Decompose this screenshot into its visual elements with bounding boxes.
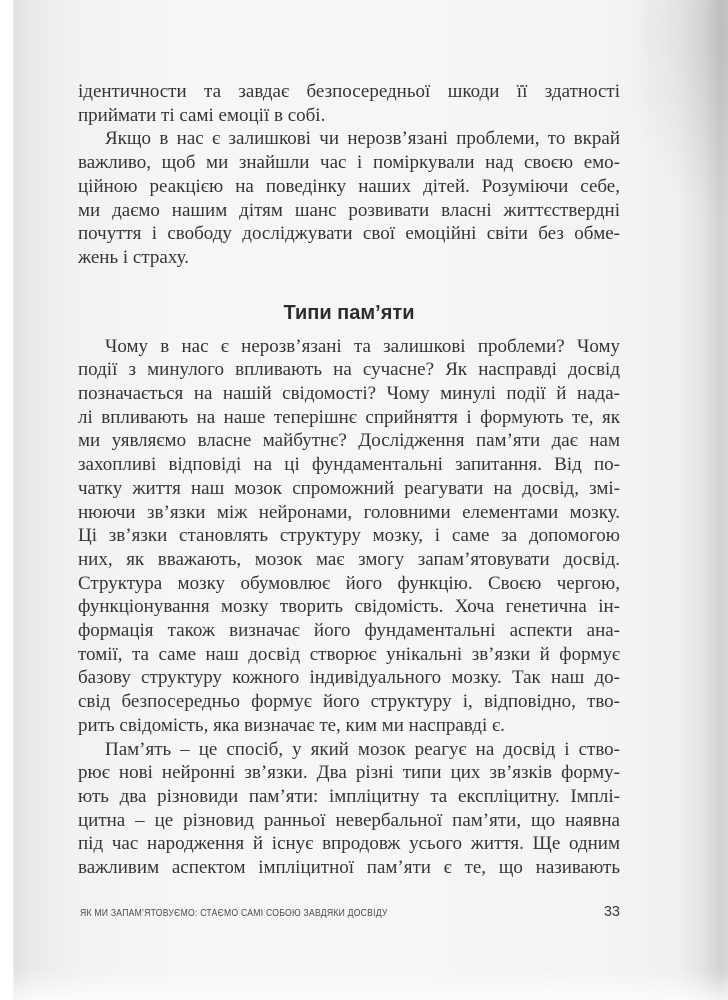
text-line: жень і страху.: [78, 246, 189, 268]
text-line: рює нові нейронні зв’язки. Два різні типи цих зв’язків форму-: [78, 762, 620, 784]
text-line: події з минулого впливають на сучасне? Як насправді досвід: [78, 359, 620, 381]
text-line: ми уявляємо власне майбутнє? Дослідження пам’яти дає нам: [78, 430, 620, 452]
text-line: томії, та саме наш досвід створює унікальні зв’язки й формує: [78, 643, 620, 665]
text-line: лі впливають на наше теперішнє сприйняття і формують те, як: [78, 406, 620, 428]
paragraph: [78, 80, 620, 127]
text-line: ідентичности та завдає безпосередньої шкоди її здатності: [78, 81, 620, 102]
text-line: почуття і свободу досліджувати свої емоційні світи без обме-: [78, 223, 620, 245]
text-line: ють два різновиди пам’яти: імпліцитну та експліцитну. Імплі-: [78, 785, 620, 807]
paragraph: [78, 335, 620, 738]
text-line: Ці зв’язки становлять структуру мозку, і саме за допомогою: [78, 525, 620, 547]
text-line: рить свідомість, яка визначає те, ким ми насправді є.: [78, 714, 505, 736]
text-line: функціонування мозку творить свідомість. Хоча генетична ін-: [78, 596, 620, 618]
text-line: базову структуру кожного індивідуального мозку. Так наш до-: [78, 667, 620, 689]
body-text: [78, 80, 620, 880]
paragraph: [78, 738, 620, 880]
text-line: нюючи зв’язки між нейронами, головними елементами мозку.: [78, 501, 620, 523]
text-line: позначається на нашій свідомості? Чому минулі події й нада-: [78, 383, 620, 405]
text-line: захопливі відповіді на ці фундаментальні запитання. Від по-: [78, 454, 620, 476]
text-line: важливим аспектом імпліцитної пам’яти є те, що називають: [78, 857, 620, 879]
page-footer: [80, 904, 620, 920]
text-line: формація також визначає його фундаментальні аспекти ана-: [78, 620, 620, 642]
text-line: них, як вважають, мозок має змогу запам’ятовувати досвід.: [78, 548, 620, 570]
page-number: 33: [603, 904, 620, 920]
text-line: чатку життя наш мозок спроможний реагувати на досвід, змі-: [78, 477, 620, 499]
text-line: Якщо в нас є залишкові чи нерозв’язані проблеми, то вкрай: [105, 128, 620, 150]
text-line: цитна – це різновид ранньої невербальної пам’яти, що наявна: [78, 809, 620, 831]
text-line: ми даємо нашим дітям шанс розвивати власні життєствердні: [78, 199, 620, 221]
section-heading: Типи пам’яти: [283, 301, 415, 324]
page-edge-shadow: [704, 0, 728, 1000]
text-line: ційною реакцією на поведінку наших дітей. Розуміючи себе,: [78, 175, 620, 197]
text-line: Пам’ять – це спосіб, у який мозок реагує на досвід і ство-: [105, 738, 620, 760]
paragraph: [78, 127, 620, 269]
text-line: свід безпосередньо формує його структуру і, відповідно, тво-: [78, 691, 620, 713]
text-line: Структура мозку обумовлює його функцію. Своєю чергою,: [78, 572, 620, 594]
running-title: ЯК МИ ЗАПАМ’ЯТОВУЄМО: СТАЄМО САМІ СОБОЮ ЗАВДЯКИ ДОСВІДУ: [80, 907, 388, 919]
text-line: приймати ті самі емоції в собі.: [78, 104, 326, 126]
text-line: під час народження й існує впродовж усього життя. Ще одним: [78, 833, 620, 855]
text-line: важливо, щоб ми знайшли час і поміркували над своєю емо-: [78, 152, 620, 174]
text-line: Чому в нас є нерозв’язані та залишкові проблеми? Чому: [105, 335, 620, 357]
